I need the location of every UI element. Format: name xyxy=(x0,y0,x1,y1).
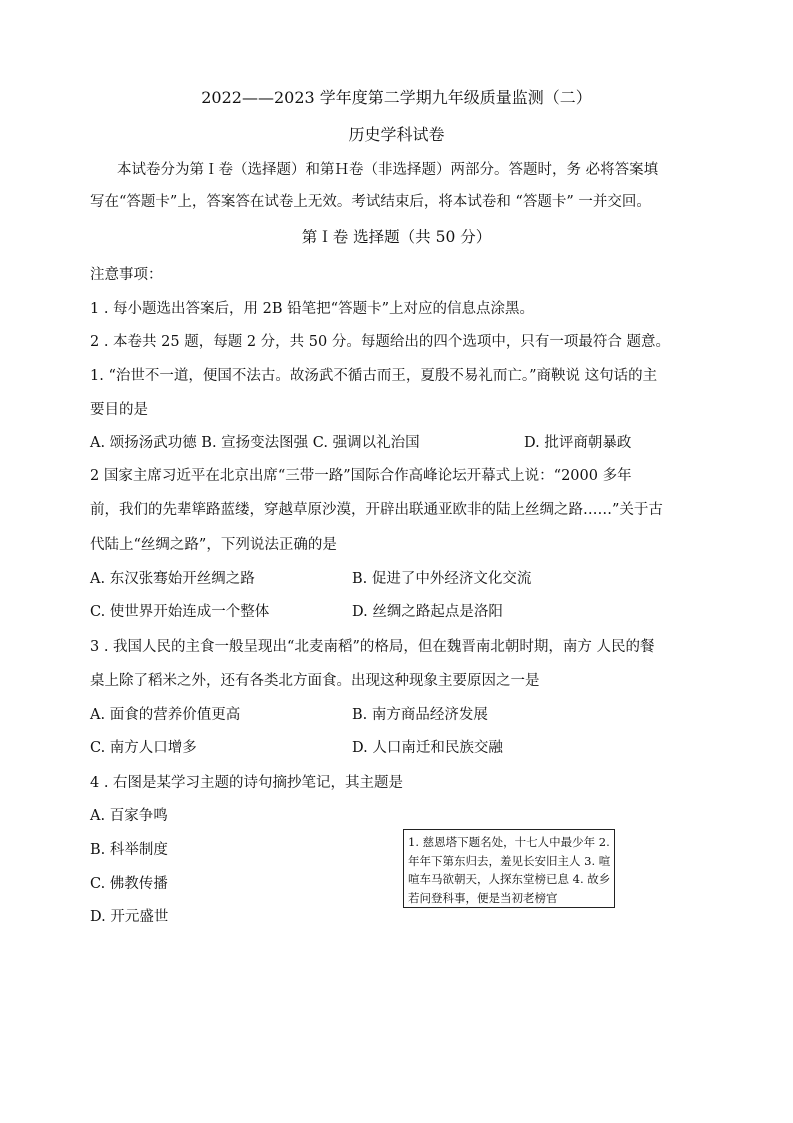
option-c: C. 使世界开始连成一个整体 xyxy=(90,604,270,620)
note-item: 2 . 本卷共 25 题，每题 2 分，共 50 分。每题给出的四个选项中，只有一项最符合 题意。 xyxy=(90,334,670,350)
poem-note-box xyxy=(403,829,615,908)
option-d: D. 开元盛世 xyxy=(90,909,169,925)
question-stem: 1. “治世不一道，便国不法古。故汤武不循古而王，夏殷不易礼而亡。”商鞅说 这句话的主 xyxy=(90,368,658,384)
question-stem: 3 . 我国人民的主食一般呈现出“北麦南稻”的格局，但在魏晋南北朝时期，南方 人民的餐 xyxy=(90,639,655,655)
question-stem: 2 国家主席习近平在北京出席“三带一路”国际合作高峰论坛开幕式上说：“2000 多年 xyxy=(90,468,632,484)
note-item: 1 . 每小题选出答案后，用 2B 铅笔把“答题卡”上对应的信息点涂黑。 xyxy=(90,301,534,317)
option-c: C. 南方人口增多 xyxy=(90,740,197,756)
note-box-line: 若问登科事，便是当初老榜官 xyxy=(408,890,558,905)
question-stem: 桌上除了稻米之外，还有各类北方面食。出现这种现象主要原因之一是 xyxy=(90,673,540,689)
note-box-line: 喧车马欲朝天，人探东堂榜已息 4. 故乡 xyxy=(408,872,611,886)
exam-title: 2022——2023 学年度第二学期九年级质量监测（二） xyxy=(201,88,592,107)
notes-heading: 注意事项： xyxy=(90,267,163,283)
option-b: B. 南方商品经济发展 xyxy=(352,707,488,723)
option-a: A. 面食的营养价值更高 xyxy=(90,707,241,723)
question-stem: 要目的是 xyxy=(90,402,148,418)
question-stem: 代陆上“丝绸之路”，下列说法正确的是 xyxy=(90,537,337,553)
option-d: D. 丝绸之路起点是洛阳 xyxy=(352,604,503,620)
option-d: D. 人口南迁和民族交融 xyxy=(352,740,503,756)
option-c: C. 佛教传播 xyxy=(90,876,168,892)
exam-subject: 历史学科试卷 xyxy=(348,125,445,144)
note-box-line: 1. 慈恩塔下题名处，十七人中最少年 2. xyxy=(408,835,610,849)
option-a: A. 百家争鸣 xyxy=(90,808,168,824)
option-b: B. 科举制度 xyxy=(90,842,168,858)
option-b: B. 促进了中外经济文化交流 xyxy=(352,571,532,587)
question-stem: 前，我们的先辈筚路蓝缕，穿越草原沙漠，开辟出联通亚欧非的陆上丝绸之路……”关于古 xyxy=(90,502,663,518)
intro-line: 本试卷分为第Ｉ卷（选择题）和第Ｈ卷（非选择题）两部分。答题时，务 必将答案填 xyxy=(117,162,659,178)
option-d: D. 批评商朝暴政 xyxy=(524,435,632,451)
note-box-line: 年年下第东归去，羞见长安旧主人 3. 喧 xyxy=(408,853,611,868)
option-abc: A. 颂扬汤武功德 B. 宣扬变法图强 C. 强调以礼治国 xyxy=(90,435,420,451)
question-stem: 4 . 右图是某学习主题的诗句摘抄笔记，其主题是 xyxy=(90,775,404,791)
option-a: A. 东汉张骞始开丝绸之路 xyxy=(90,571,255,587)
section-title: 第Ｉ卷 选择题（共 50 分） xyxy=(301,228,492,246)
intro-line: 写在“答题卡”上，答案答在试卷上无效。考试结束后，将本试卷和 “答题卡” 一并交回。 xyxy=(90,194,651,210)
